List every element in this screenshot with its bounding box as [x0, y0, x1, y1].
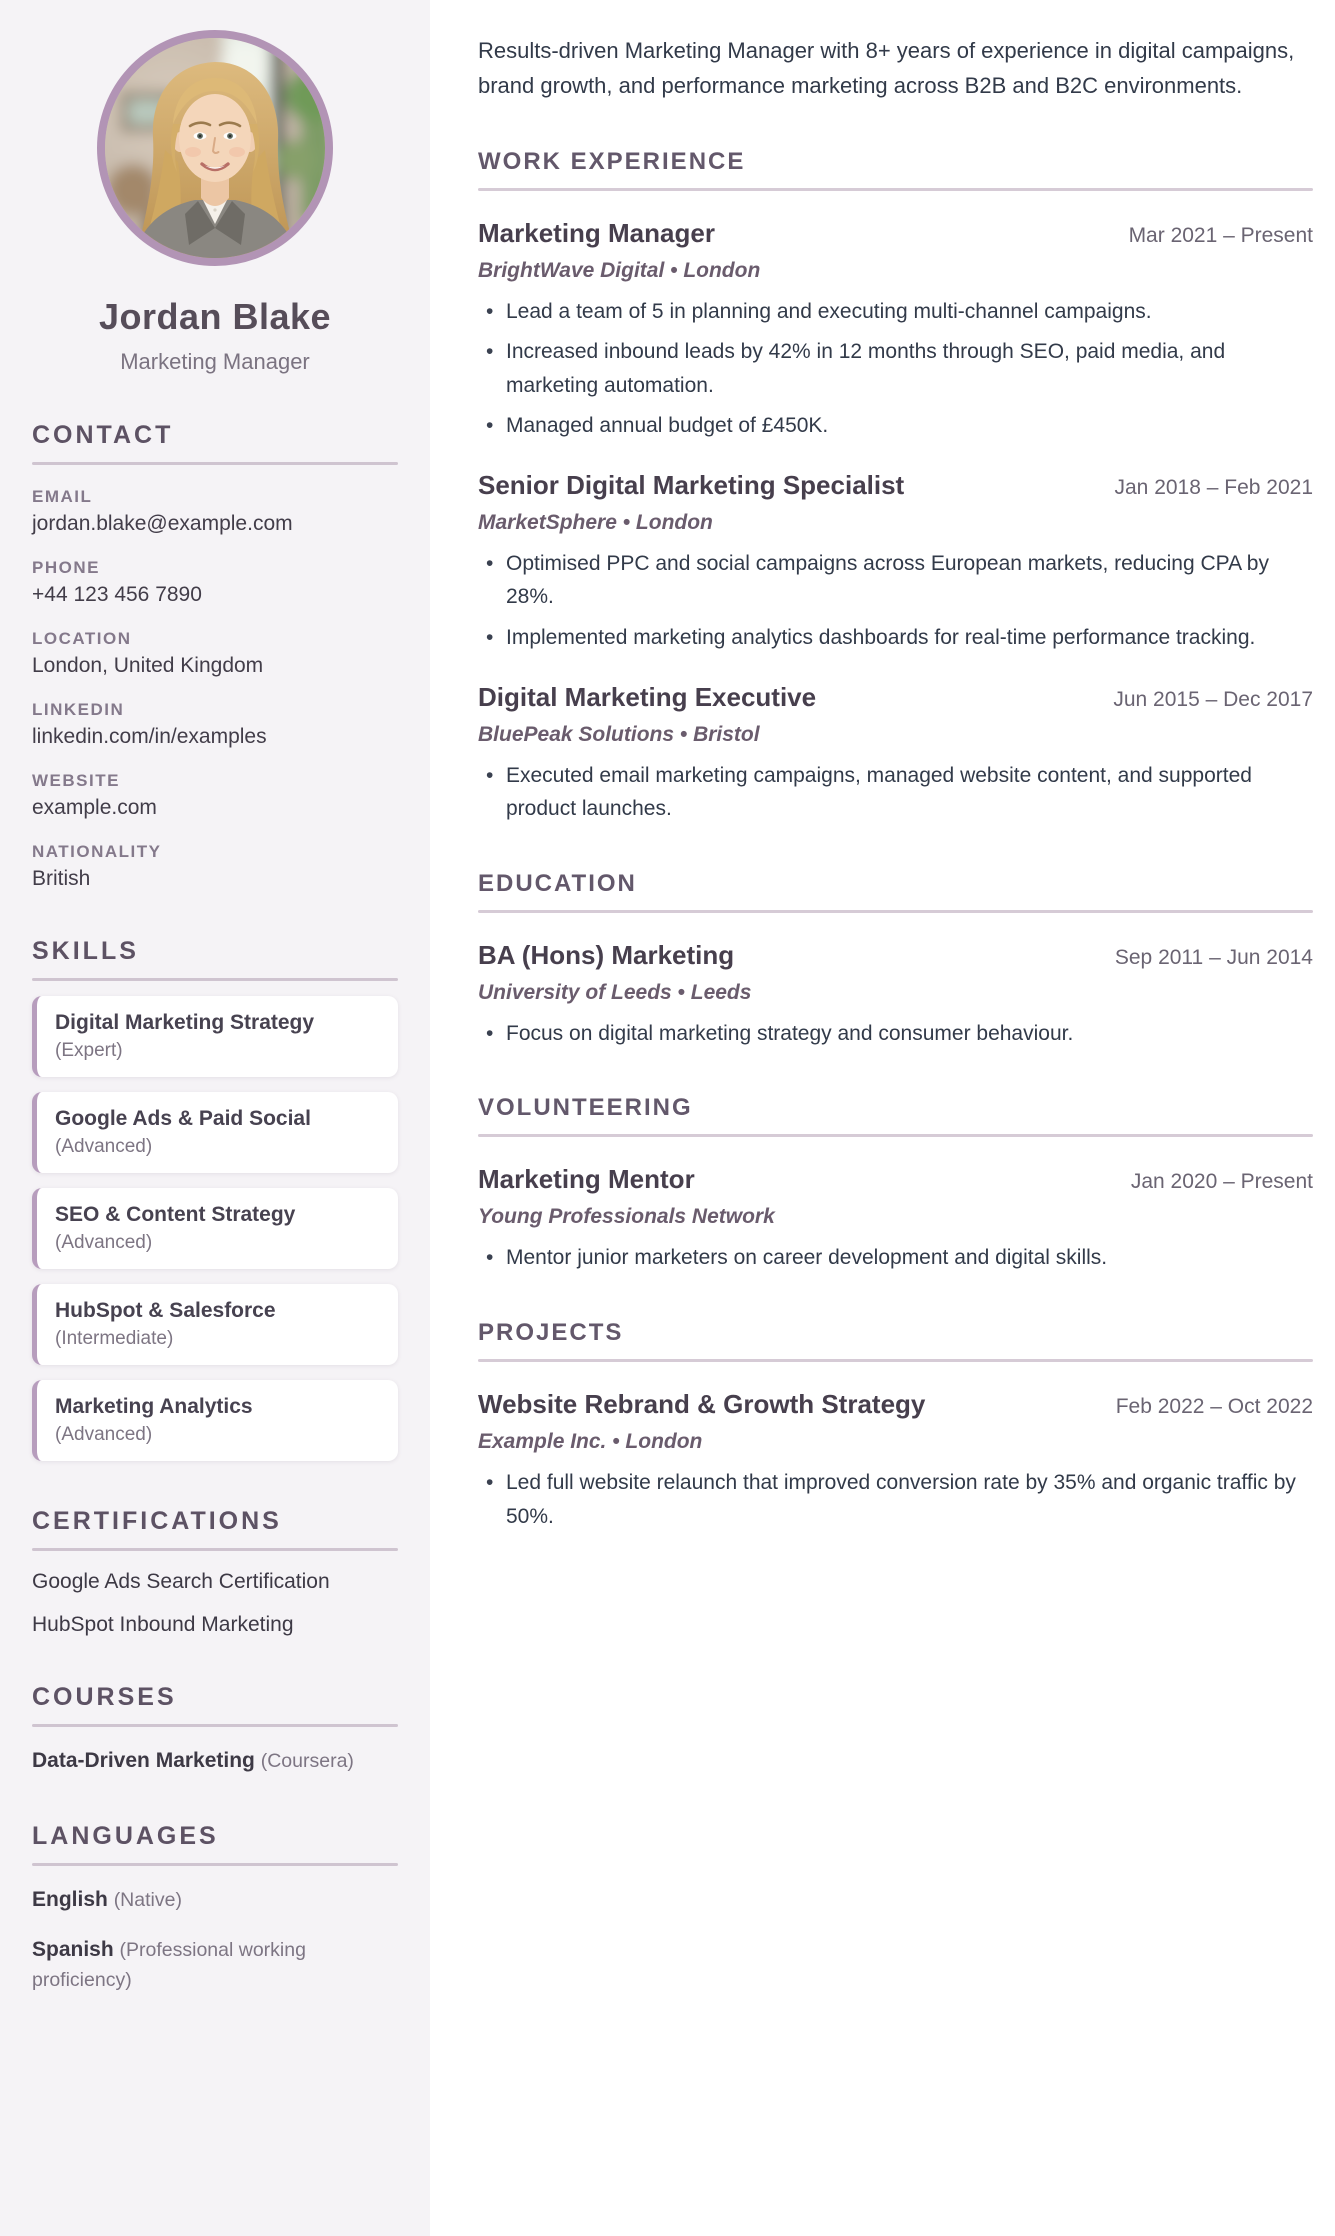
certification-item: HubSpot Inbound Marketing [32, 1613, 294, 1636]
entry-bullets [478, 547, 1313, 655]
skill-card [32, 1188, 398, 1269]
course-provider: (Coursera) [260, 1750, 354, 1772]
portrait-illustration [105, 38, 325, 258]
certifications-heading: CERTIFICATIONS [32, 1507, 282, 1535]
sidebar [0, 0, 430, 2236]
contact-item-website [32, 771, 398, 820]
divider [32, 1548, 398, 1551]
contact-heading: CONTACT [32, 421, 174, 449]
work-entry [478, 470, 1313, 655]
volunteering-entry [478, 1164, 1313, 1275]
skill-level: (Advanced) [55, 1136, 153, 1157]
entry-header [478, 1389, 1313, 1420]
entry-bullets [478, 1466, 1313, 1533]
skill-name: HubSpot & Salesforce [55, 1299, 276, 1322]
entry-title: Website Rebrand & Growth Strategy [478, 1389, 926, 1420]
bullet-item: • Increased inbound leads by 42% in 12 months through SEO, paid media, and marketing automation. [478, 335, 1313, 402]
skill-card [32, 996, 398, 1077]
bullet-item: • Executed email marketing campaigns, managed website content, and supported product launches. [478, 759, 1313, 826]
section-certifications [32, 1507, 398, 1637]
bullet-item: • Lead a team of 5 in planning and executing multi-channel campaigns. [478, 295, 1313, 329]
main-content [430, 0, 1335, 2236]
entry-bullets [478, 1241, 1313, 1275]
profile-photo [97, 30, 333, 266]
skill-name: SEO & Content Strategy [55, 1203, 296, 1226]
skill-card [32, 1380, 398, 1461]
section-volunteering [478, 1094, 1313, 1275]
entry-header [478, 470, 1313, 501]
entry-header [478, 682, 1313, 713]
professional-summary: Results-driven Marketing Manager with 8+ years of experience in digital campaigns, brand growth, and performance marketing across B2B and B2C environments. [478, 38, 1295, 98]
entry-organisation: University of Leeds • Leeds [478, 980, 752, 1004]
bullet-item: • Led full website relaunch that improved conversion rate by 35% and organic traffic by 50%. [478, 1466, 1313, 1533]
contact-value: British [32, 867, 91, 890]
entry-bullets [478, 1017, 1313, 1051]
section-skills [32, 937, 398, 1461]
section-work-experience [478, 148, 1313, 826]
person-name: Jordan Blake [98, 296, 332, 337]
language-name: English [32, 1888, 108, 1912]
section-projects [478, 1319, 1313, 1533]
skills-list [32, 996, 398, 1461]
courses-heading: COURSES [32, 1683, 177, 1711]
language-level: (Native) [113, 1889, 182, 1912]
skill-name: Digital Marketing Strategy [55, 1011, 315, 1034]
entry-header [478, 940, 1313, 971]
contact-label: LINKEDIN [32, 700, 125, 719]
section-courses [32, 1683, 398, 1776]
divider [32, 1863, 398, 1866]
person-job-title: Marketing Manager [120, 349, 310, 374]
bullet-item: • Managed annual budget of £450K. [478, 409, 1313, 443]
contact-value: jordan.blake@example.com [32, 512, 293, 535]
volunteering-heading: VOLUNTEERING [478, 1094, 693, 1122]
bullet-item: • Focus on digital marketing strategy and consumer behaviour. [478, 1017, 1313, 1051]
contact-item-phone [32, 558, 398, 607]
education-heading: EDUCATION [478, 869, 637, 897]
work-experience-heading: WORK EXPERIENCE [478, 147, 746, 175]
contact-value: example.com [32, 796, 157, 819]
contact-value: linkedin.com/in/examples [32, 725, 267, 748]
work-entry [478, 218, 1313, 443]
course-item [32, 1746, 398, 1776]
divider [478, 188, 1313, 191]
languages-heading: LANGUAGES [32, 1822, 219, 1851]
contact-value: +44 123 456 7890 [32, 583, 202, 606]
divider [478, 1134, 1313, 1137]
divider [32, 462, 398, 465]
contact-item-linkedin [32, 700, 398, 749]
contact-label: LOCATION [32, 629, 132, 648]
contact-item-nationality [32, 842, 398, 891]
section-contact [32, 421, 398, 891]
language-item [32, 1935, 398, 1996]
contact-label: EMAIL [32, 487, 93, 506]
skill-level: (Advanced) [55, 1232, 153, 1253]
entry-bullets [478, 759, 1313, 826]
entry-title: Marketing Manager [478, 217, 715, 248]
section-languages [32, 1822, 398, 1995]
contact-item-location [32, 629, 398, 678]
bullet-item: • Implemented marketing analytics dashboards for real-time performance tracking. [478, 621, 1313, 655]
entry-header [478, 218, 1313, 249]
bullet-item: • Optimised PPC and social campaigns across European markets, reducing CPA by 28%. [478, 547, 1313, 614]
entry-date: Feb 2022 – Oct 2022 [1115, 1395, 1313, 1419]
entry-organisation: Young Professionals Network [478, 1205, 775, 1229]
skill-card [32, 1092, 398, 1173]
divider [478, 1359, 1313, 1362]
project-entry [478, 1389, 1313, 1533]
section-education [478, 870, 1313, 1051]
work-entry [478, 682, 1313, 826]
contact-item-email [32, 487, 398, 536]
skill-level: (Expert) [55, 1040, 123, 1061]
entry-date: Jun 2015 – Dec 2017 [1113, 687, 1313, 711]
divider [32, 978, 398, 981]
entry-date: Jan 2018 – Feb 2021 [1114, 475, 1313, 499]
education-entry [478, 940, 1313, 1051]
entry-title: Marketing Mentor [478, 1164, 695, 1195]
entry-date: Sep 2011 – Jun 2014 [1114, 945, 1313, 969]
contact-label: PHONE [32, 558, 100, 577]
entry-bullets [478, 295, 1313, 443]
contact-label: WEBSITE [32, 771, 120, 790]
skill-name: Marketing Analytics [55, 1395, 253, 1418]
language-item [32, 1885, 398, 1915]
language-level: (Professional working proficiency) [32, 1938, 306, 1992]
entry-title: Digital Marketing Executive [478, 681, 817, 712]
certification-item: Google Ads Search Certification [32, 1570, 330, 1593]
entry-title: Senior Digital Marketing Specialist [478, 469, 905, 500]
entry-header [478, 1164, 1313, 1195]
divider [32, 1724, 398, 1727]
entry-organisation: BluePeak Solutions • Bristol [478, 722, 760, 746]
entry-date: Mar 2021 – Present [1128, 223, 1313, 247]
bullet-item: • Mentor junior marketers on career development and digital skills. [478, 1241, 1313, 1275]
entry-organisation: MarketSphere • London [478, 510, 713, 534]
projects-heading: PROJECTS [478, 1319, 624, 1347]
divider [478, 910, 1313, 913]
course-name: Data-Driven Marketing [32, 1749, 255, 1772]
contact-value: London, United Kingdom [32, 654, 264, 677]
skill-level: (Advanced) [55, 1424, 153, 1445]
entry-organisation: Example Inc. • London [478, 1430, 703, 1454]
entry-date: Jan 2020 – Present [1130, 1170, 1313, 1194]
language-name: Spanish [32, 1937, 114, 1961]
entry-organisation: BrightWave Digital • London [478, 258, 761, 282]
contact-label: NATIONALITY [32, 842, 162, 861]
skill-name: Google Ads & Paid Social [55, 1107, 311, 1130]
skills-heading: SKILLS [32, 937, 139, 965]
entry-title: BA (Hons) Marketing [478, 939, 735, 970]
skill-level: (Intermediate) [55, 1328, 174, 1349]
skill-card [32, 1284, 398, 1365]
